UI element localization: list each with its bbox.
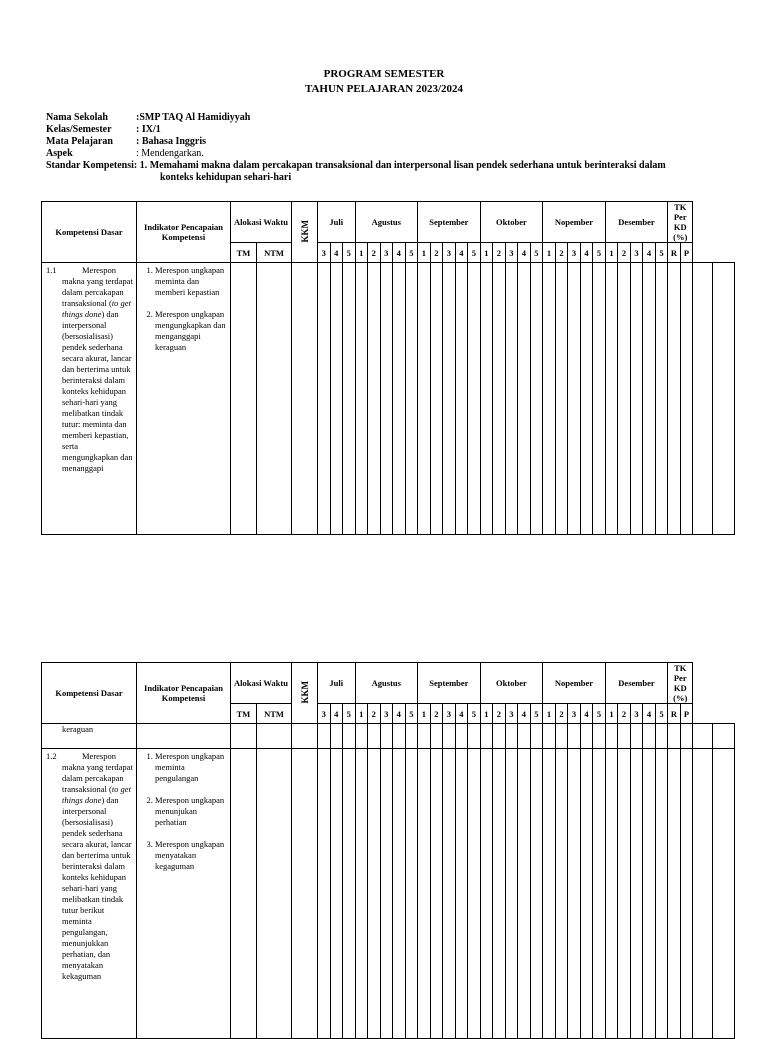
schedule-cell <box>693 724 713 749</box>
week-cell: 4 <box>580 704 593 724</box>
schedule-cell <box>480 263 493 535</box>
header-kkm <box>292 202 318 263</box>
week-cell: 4 <box>393 704 406 724</box>
kd-continuation: keraguan <box>62 724 94 734</box>
week-cell: 4 <box>643 704 656 724</box>
week-cell: 5 <box>593 243 606 263</box>
schedule-cell <box>430 724 443 749</box>
schedule-cell <box>505 724 518 749</box>
schedule-cell <box>455 263 468 535</box>
schedule-cell <box>393 724 406 749</box>
week-cell: 1 <box>543 704 556 724</box>
week-cell: 5 <box>530 704 543 724</box>
schedule-cell <box>355 724 368 749</box>
semester-table-1 <box>41 201 735 535</box>
table-row <box>42 724 735 749</box>
kd-cell <box>42 263 137 535</box>
schedule-cell <box>530 724 543 749</box>
schedule-cell <box>443 724 456 749</box>
kd-text-a: Merespon makna yang terdapat dalam percakapan transaksional ( <box>62 265 133 308</box>
schedule-cell <box>231 263 257 535</box>
schedule-cell <box>380 263 393 535</box>
info-label: Mata Pelajaran <box>46 136 113 147</box>
schedule-cell <box>643 749 656 1039</box>
indikator-item: 2. Merespon ungkapan menunjukan perhatian <box>155 795 228 828</box>
schedule-cell <box>257 263 292 535</box>
week-cell: 2 <box>555 704 568 724</box>
header-month: Desember <box>605 663 668 704</box>
schedule-cell <box>693 749 713 1039</box>
header-tk: TK Per KD (%) <box>668 663 693 704</box>
schedule-cell <box>418 263 431 535</box>
week-cell: 1 <box>605 243 618 263</box>
schedule-cell <box>618 724 631 749</box>
info-label: Kelas/Semester <box>46 124 112 135</box>
schedule-cell <box>318 724 331 749</box>
info-sk-cont: konteks kehidupan sehari-hari <box>160 172 292 183</box>
header-alokasi: Alokasi Waktu <box>231 663 292 704</box>
schedule-cell <box>292 263 318 535</box>
week-cell: 2 <box>618 243 631 263</box>
schedule-cell <box>568 263 581 535</box>
schedule-cell <box>543 263 556 535</box>
schedule-cell <box>568 724 581 749</box>
week-cell: 3 <box>505 243 518 263</box>
indikator-cell <box>137 263 231 535</box>
schedule-cell <box>493 263 506 535</box>
header-month: Agustus <box>355 663 418 704</box>
schedule-cell <box>393 749 406 1039</box>
kd-text <box>46 751 134 982</box>
schedule-cell <box>430 749 443 1039</box>
header-month: September <box>418 202 481 243</box>
header-ntm: NTM <box>257 243 292 263</box>
schedule-cell <box>330 749 343 1039</box>
header-month: Oktober <box>480 663 543 704</box>
week-cell: 4 <box>393 243 406 263</box>
schedule-cell <box>605 263 618 535</box>
schedule-cell <box>292 724 318 749</box>
schedule-cell <box>713 263 735 535</box>
header-month: Nopember <box>543 663 606 704</box>
week-cell: 5 <box>468 243 481 263</box>
info-block <box>46 112 666 184</box>
header-indikator: Indikator Pencapaian Kompetensi <box>137 202 231 263</box>
schedule-cell <box>292 749 318 1039</box>
week-cell: 2 <box>493 704 506 724</box>
week-cell: 1 <box>418 243 431 263</box>
kd-text-b: ) dan interpersonal (bersosialisasi) pendek sederhana secara akurat, lancar dan berterima untuk berinteraksi dalam konteks kehidupan sehari-hari yang melibatkan tindak tutur: meminta dan memberi kepastian, serta mengungkapkan dan menanggapi <box>62 309 133 473</box>
schedule-cell <box>630 724 643 749</box>
schedule-cell <box>655 263 668 535</box>
header-kd: Kompetensi Dasar <box>42 663 137 724</box>
schedule-cell <box>443 749 456 1039</box>
schedule-cell <box>680 724 693 749</box>
header-r: R <box>668 243 681 263</box>
week-cell: 3 <box>630 243 643 263</box>
schedule-cell <box>555 724 568 749</box>
info-value: : 1. Memahami makna dalam percakapan transaksional dan interpersonal lisan pendek sederhana untuk berinteraksi dalam <box>133 160 666 171</box>
week-cell: 3 <box>443 243 456 263</box>
schedule-cell <box>343 263 356 535</box>
info-sk <box>46 160 666 172</box>
schedule-cell <box>643 724 656 749</box>
schedule-cell <box>605 724 618 749</box>
info-value: :SMP TAQ Al Hamidiyyah <box>136 112 251 123</box>
schedule-cell <box>668 724 681 749</box>
schedule-cell <box>330 263 343 535</box>
week-cell: 2 <box>555 243 568 263</box>
schedule-cell <box>505 749 518 1039</box>
week-cell: 1 <box>480 704 493 724</box>
schedule-cell <box>231 724 257 749</box>
schedule-cell <box>580 263 593 535</box>
schedule-cell <box>518 724 531 749</box>
schedule-cell <box>668 263 681 535</box>
week-cell: 4 <box>330 704 343 724</box>
schedule-cell <box>455 724 468 749</box>
kd-number: 1.2 <box>46 751 57 761</box>
week-cell: 2 <box>368 243 381 263</box>
week-cell: 1 <box>355 243 368 263</box>
kd-text-italic: to get things done <box>62 298 131 319</box>
semester-table-2 <box>41 662 735 1039</box>
indikator-item: 2. Merespon ungkapan mengungkapkan dan menganggapi keraguan <box>155 309 228 353</box>
indikator-item: 3. Merespon ungkapan menyatakan kegaguman <box>155 839 228 872</box>
header-tm: TM <box>231 704 257 724</box>
week-cell: 4 <box>455 704 468 724</box>
info-mapel <box>46 136 666 148</box>
week-cell: 4 <box>518 243 531 263</box>
schedule-cell <box>555 263 568 535</box>
schedule-cell <box>330 724 343 749</box>
schedule-cell <box>580 749 593 1039</box>
header-kkm <box>292 663 318 724</box>
header-month: Juli <box>318 663 356 704</box>
schedule-cell <box>355 749 368 1039</box>
header-month: September <box>418 663 481 704</box>
kkm-label: KKM <box>299 219 310 243</box>
schedule-cell <box>418 724 431 749</box>
schedule-cell <box>318 749 331 1039</box>
info-aspek <box>46 148 666 160</box>
week-cell: 5 <box>343 704 356 724</box>
schedule-cell <box>355 263 368 535</box>
header-ntm: NTM <box>257 704 292 724</box>
header-tk: TK Per KD (%) <box>668 202 693 243</box>
schedule-cell <box>443 263 456 535</box>
week-cell: 1 <box>543 243 556 263</box>
schedule-cell <box>393 263 406 535</box>
schedule-cell <box>505 263 518 535</box>
schedule-cell <box>455 749 468 1039</box>
schedule-cell <box>430 263 443 535</box>
header-p: P <box>680 704 693 724</box>
week-cell: 3 <box>568 704 581 724</box>
schedule-cell <box>468 749 481 1039</box>
week-cell: 4 <box>518 704 531 724</box>
week-cell: 4 <box>330 243 343 263</box>
week-cell: 4 <box>580 243 593 263</box>
header-r: R <box>668 704 681 724</box>
doc-title: PROGRAM SEMESTER <box>323 68 445 80</box>
doc-subtitle: TAHUN PELAJARAN 2023/2024 <box>304 83 464 95</box>
header-tm: TM <box>231 243 257 263</box>
kd-text <box>46 265 134 474</box>
schedule-cell <box>680 263 693 535</box>
header-month: Desember <box>605 202 668 243</box>
schedule-cell <box>568 749 581 1039</box>
schedule-cell <box>231 749 257 1039</box>
week-cell: 3 <box>630 704 643 724</box>
week-cell: 3 <box>505 704 518 724</box>
indikator-item: 1. Merespon ungkapan meminta pengulangan <box>155 751 228 784</box>
schedule-cell <box>480 724 493 749</box>
schedule-cell <box>580 724 593 749</box>
schedule-cell <box>655 749 668 1039</box>
week-cell: 5 <box>405 704 418 724</box>
week-cell: 3 <box>443 704 456 724</box>
schedule-cell <box>480 749 493 1039</box>
indikator-cell <box>137 724 231 749</box>
schedule-cell <box>405 749 418 1039</box>
week-cell: 2 <box>430 243 443 263</box>
week-cell: 4 <box>455 243 468 263</box>
info-value: : IX/1 <box>136 124 161 135</box>
schedule-cell <box>543 724 556 749</box>
header-month: Nopember <box>543 202 606 243</box>
schedule-cell <box>518 263 531 535</box>
schedule-cell <box>257 749 292 1039</box>
kkm-label: KKM <box>299 680 310 704</box>
schedule-cell <box>380 724 393 749</box>
table-row <box>42 749 735 1039</box>
week-cell: 2 <box>430 704 443 724</box>
schedule-cell <box>618 749 631 1039</box>
kd-cell <box>42 724 137 749</box>
schedule-cell <box>318 263 331 535</box>
schedule-cell <box>668 749 681 1039</box>
header-month: Agustus <box>355 202 418 243</box>
indikator-item: 1. Merespon ungkapan meminta dan memberi kepastian <box>155 265 228 298</box>
schedule-cell <box>630 263 643 535</box>
schedule-cell <box>713 749 735 1039</box>
week-cell: 2 <box>493 243 506 263</box>
schedule-cell <box>368 749 381 1039</box>
info-sekolah <box>46 112 666 124</box>
schedule-cell <box>493 749 506 1039</box>
schedule-cell <box>643 263 656 535</box>
schedule-cell <box>518 749 531 1039</box>
schedule-cell <box>343 724 356 749</box>
schedule-cell <box>343 749 356 1039</box>
schedule-cell <box>418 749 431 1039</box>
header-kd: Kompetensi Dasar <box>42 202 137 263</box>
schedule-cell <box>380 749 393 1039</box>
schedule-cell <box>530 749 543 1039</box>
week-cell: 5 <box>343 243 356 263</box>
week-cell: 5 <box>655 704 668 724</box>
schedule-cell <box>555 749 568 1039</box>
info-label: Standar Kompetensi <box>46 160 134 171</box>
schedule-cell <box>593 749 606 1039</box>
schedule-cell <box>680 749 693 1039</box>
week-cell: 1 <box>355 704 368 724</box>
schedule-cell <box>618 263 631 535</box>
schedule-cell <box>605 749 618 1039</box>
week-cell: 3 <box>318 704 331 724</box>
schedule-cell <box>468 724 481 749</box>
schedule-cell <box>468 263 481 535</box>
kd-text-a: Merespon makna yang terdapat dalam percakapan transaksional ( <box>62 751 133 794</box>
week-cell: 1 <box>480 243 493 263</box>
kd-number: 1.1 <box>46 265 57 275</box>
header-p: P <box>680 243 693 263</box>
table-row <box>42 263 735 535</box>
week-cell: 2 <box>618 704 631 724</box>
header-month: Oktober <box>480 202 543 243</box>
info-kelas <box>46 124 666 136</box>
header-alokasi: Alokasi Waktu <box>231 202 292 243</box>
week-cell: 3 <box>318 243 331 263</box>
week-cell: 5 <box>530 243 543 263</box>
week-cell: 1 <box>418 704 431 724</box>
schedule-cell <box>655 724 668 749</box>
info-label: Nama Sekolah <box>46 112 108 123</box>
kd-text-b: ) dan interpersonal (bersosialisasi) pendek sederhana secara akurat, lancar dan berterima untuk berinteraksi dalam konteks kehidupan sehari-hari yang melibatkan tindak tutur berikut meminta pengulangan, menunjukkan perhatian, dan menyatakan kekaguman <box>62 795 132 981</box>
schedule-cell <box>630 749 643 1039</box>
kd-cell <box>42 749 137 1039</box>
schedule-cell <box>257 724 292 749</box>
schedule-cell <box>405 724 418 749</box>
schedule-cell <box>593 724 606 749</box>
schedule-cell <box>368 263 381 535</box>
header-indikator: Indikator Pencapaian Kompetensi <box>137 663 231 724</box>
schedule-cell <box>693 263 713 535</box>
week-cell: 1 <box>605 704 618 724</box>
schedule-cell <box>593 263 606 535</box>
week-cell: 5 <box>405 243 418 263</box>
info-value: : Mendengarkan. <box>136 148 204 159</box>
schedule-cell <box>368 724 381 749</box>
week-cell: 4 <box>643 243 656 263</box>
schedule-cell <box>493 724 506 749</box>
kd-text-italic: to get things done <box>62 784 131 805</box>
week-cell: 5 <box>593 704 606 724</box>
schedule-cell <box>543 749 556 1039</box>
info-label: Aspek <box>46 148 73 159</box>
week-cell: 3 <box>380 704 393 724</box>
info-value: : Bahasa Inggris <box>136 136 207 147</box>
schedule-cell <box>530 263 543 535</box>
week-cell: 3 <box>380 243 393 263</box>
week-cell: 5 <box>655 243 668 263</box>
header-month: Juli <box>318 202 356 243</box>
week-cell: 5 <box>468 704 481 724</box>
schedule-cell <box>713 724 735 749</box>
schedule-cell <box>405 263 418 535</box>
indikator-cell <box>137 749 231 1039</box>
week-cell: 2 <box>368 704 381 724</box>
week-cell: 3 <box>568 243 581 263</box>
